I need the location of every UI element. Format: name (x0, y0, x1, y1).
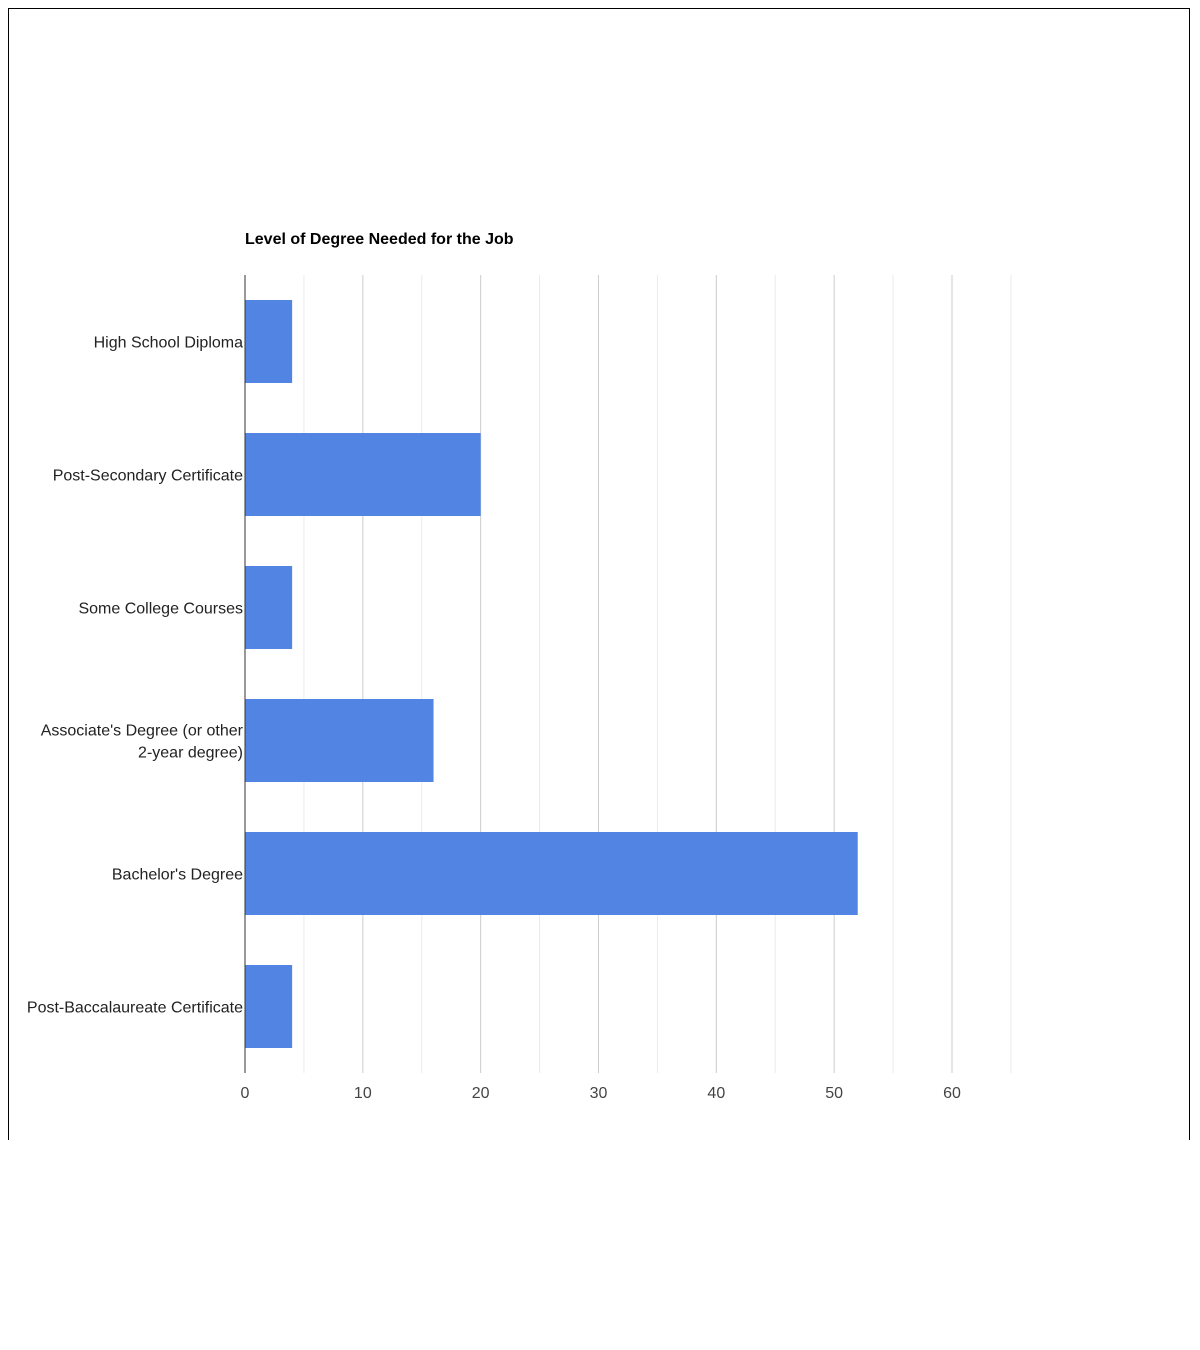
bar (245, 832, 858, 915)
x-tick-label: 60 (943, 1085, 961, 1102)
chart-title: Level of Degree Needed for the Job (245, 231, 514, 248)
bar (245, 300, 292, 383)
x-tick-label: 20 (471, 1085, 490, 1102)
x-tick-label: 50 (825, 1085, 844, 1102)
x-tick-label: 30 (589, 1085, 608, 1102)
x-tick-label: 0 (240, 1085, 250, 1102)
bar (245, 566, 292, 649)
x-tick-label: 10 (353, 1085, 372, 1102)
category-label: Associate's Degree (or other 2-year degree) (40, 722, 243, 762)
grid-lines (304, 275, 1011, 1073)
category-label: Some College Courses (78, 600, 243, 618)
x-axis-tick-labels (241, 1085, 961, 1102)
category-label: Post-Baccalaureate Certificate (26, 999, 243, 1017)
category-label: Post-Secondary Certificate (52, 467, 243, 485)
bar (245, 433, 481, 516)
category-label: High School Diploma (93, 334, 243, 352)
bar (245, 699, 434, 782)
x-tick-label: 40 (707, 1085, 726, 1102)
bar (245, 965, 292, 1048)
bars (245, 300, 858, 1048)
category-labels (27, 335, 244, 1017)
category-label: Bachelor's Degree (111, 866, 243, 884)
